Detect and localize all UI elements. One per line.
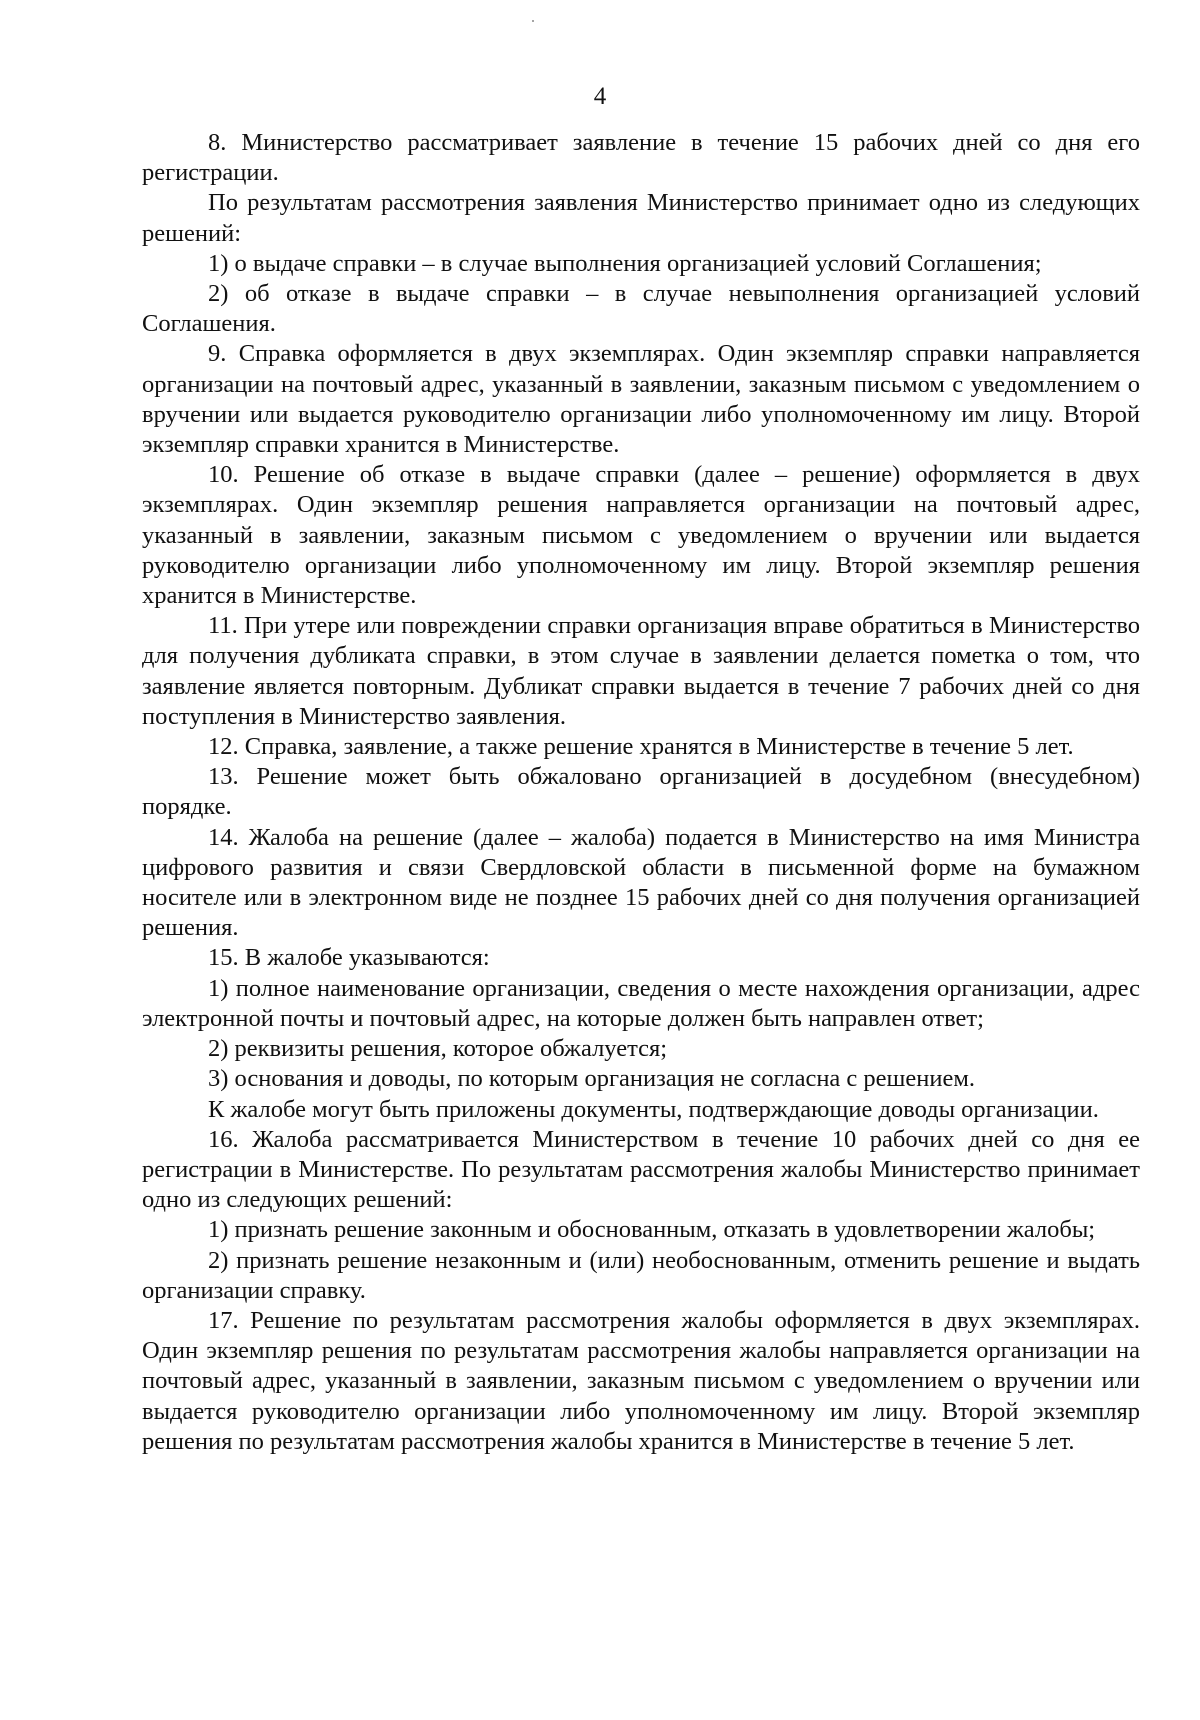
paragraph-15-item-3: 3) основания и доводы, по которым организация не согласна с решением. (208, 1065, 976, 1093)
paragraph-11: 11. При утере или повреждении справки организация вправе обратиться в Министерство для получения дубликата справки, в этом случае в заявлении делается пометка о том, что заявление является повторным. Дубликат справки выдается в течение 7 рабочих дней со дня поступления в Министерство заявления. (142, 612, 1140, 730)
paragraph-decisions-intro: По результатам рассмотрения заявления Министерство принимает одно из следующих решений: (142, 189, 1140, 247)
paragraph-17: 17. Решение по результатам рассмотрения жалобы оформляется в двух экземплярах. Один экземпляр решения по результатам рассмотрения жалобы направляется организации на почтовый адрес, указанный в заявлении, заказным письмом с уведомлением о вручении или выдается руководителю организации либо уполномоченному им лицу. Второй экземпляр решения по результатам рассмотрения жалобы хранится в Министерстве в течение 5 лет. (142, 1306, 1140, 1455)
paragraph-15-item-2: 2) реквизиты решения, которое обжалуется; (208, 1035, 668, 1063)
paragraph-16: 16. Жалоба рассматривается Министерством в течение 10 рабочих дней со дня ее регистрации в Министерстве. По результатам рассмотрения жалобы Министерство принимает одно из следующих решений: (142, 1125, 1140, 1214)
paragraph-10: 10. Решение об отказе в выдаче справки (далее – решение) оформляется в двух экземплярах. Один экземпляр решения направляется организации на почтовый адрес, указанный в заявлении, заказным письмом с уведомлением о вручении или выдается руководителю организации либо уполномоченному им лицу. Второй экземпляр решения хранится в Министерстве. (142, 461, 1140, 610)
document-body (142, 128, 1140, 1457)
paragraph-8: 8. Министерство рассматривает заявление в течение 15 рабочих дней со дня его регистрации. (142, 129, 1140, 187)
scan-artifact-dot (532, 20, 534, 22)
paragraph-attachments: К жалобе могут быть приложены документы, подтверждающие доводы организации. (208, 1095, 1099, 1123)
page-number: 4 (593, 83, 607, 110)
paragraph-15: 15. В жалобе указываются: (208, 944, 490, 972)
paragraph-decision-refuse: 2) об отказе в выдаче справки – в случае невыполнения организацией условий Соглашения. (142, 280, 1140, 338)
paragraph-16-item-2: 2) признать решение незаконным и (или) необоснованным, отменить решение и выдать организации справку. (142, 1246, 1140, 1304)
paragraph-13: 13. Решение может быть обжаловано организацией в досудебном (внесудебном) порядке. (142, 763, 1140, 821)
paragraph-15-item-1: 1) полное наименование организации, сведения о месте нахождения организации, адрес электронной почты и почтовый адрес, на которые должен быть направлен ответ; (142, 974, 1140, 1032)
paragraph-12: 12. Справка, заявление, а также решение хранятся в Министерстве в течение 5 лет. (208, 733, 1074, 761)
paragraph-16-item-1: 1) признать решение законным и обоснованным, отказать в удовлетворении жалобы; (208, 1216, 1096, 1244)
paragraph-14: 14. Жалоба на решение (далее – жалоба) подается в Министерство на имя Министра цифрового развития и связи Свердловской области в письменной форме на бумажном носителе или в электронном виде не позднее 15 рабочих дней со дня получения организацией решения. (142, 823, 1140, 942)
paragraph-decision-issue: 1) о выдаче справки – в случае выполнения организацией условий Соглашения; (208, 249, 1042, 277)
paragraph-9: 9. Справка оформляется в двух экземплярах. Один экземпляр справки направляется организации на почтовый адрес, указанный в заявлении, заказным письмом с уведомлением о вручении или выдается руководителю организации либо уполномоченному им лицу. Второй экземпляр справки хранится в Министерстве. (142, 340, 1140, 459)
